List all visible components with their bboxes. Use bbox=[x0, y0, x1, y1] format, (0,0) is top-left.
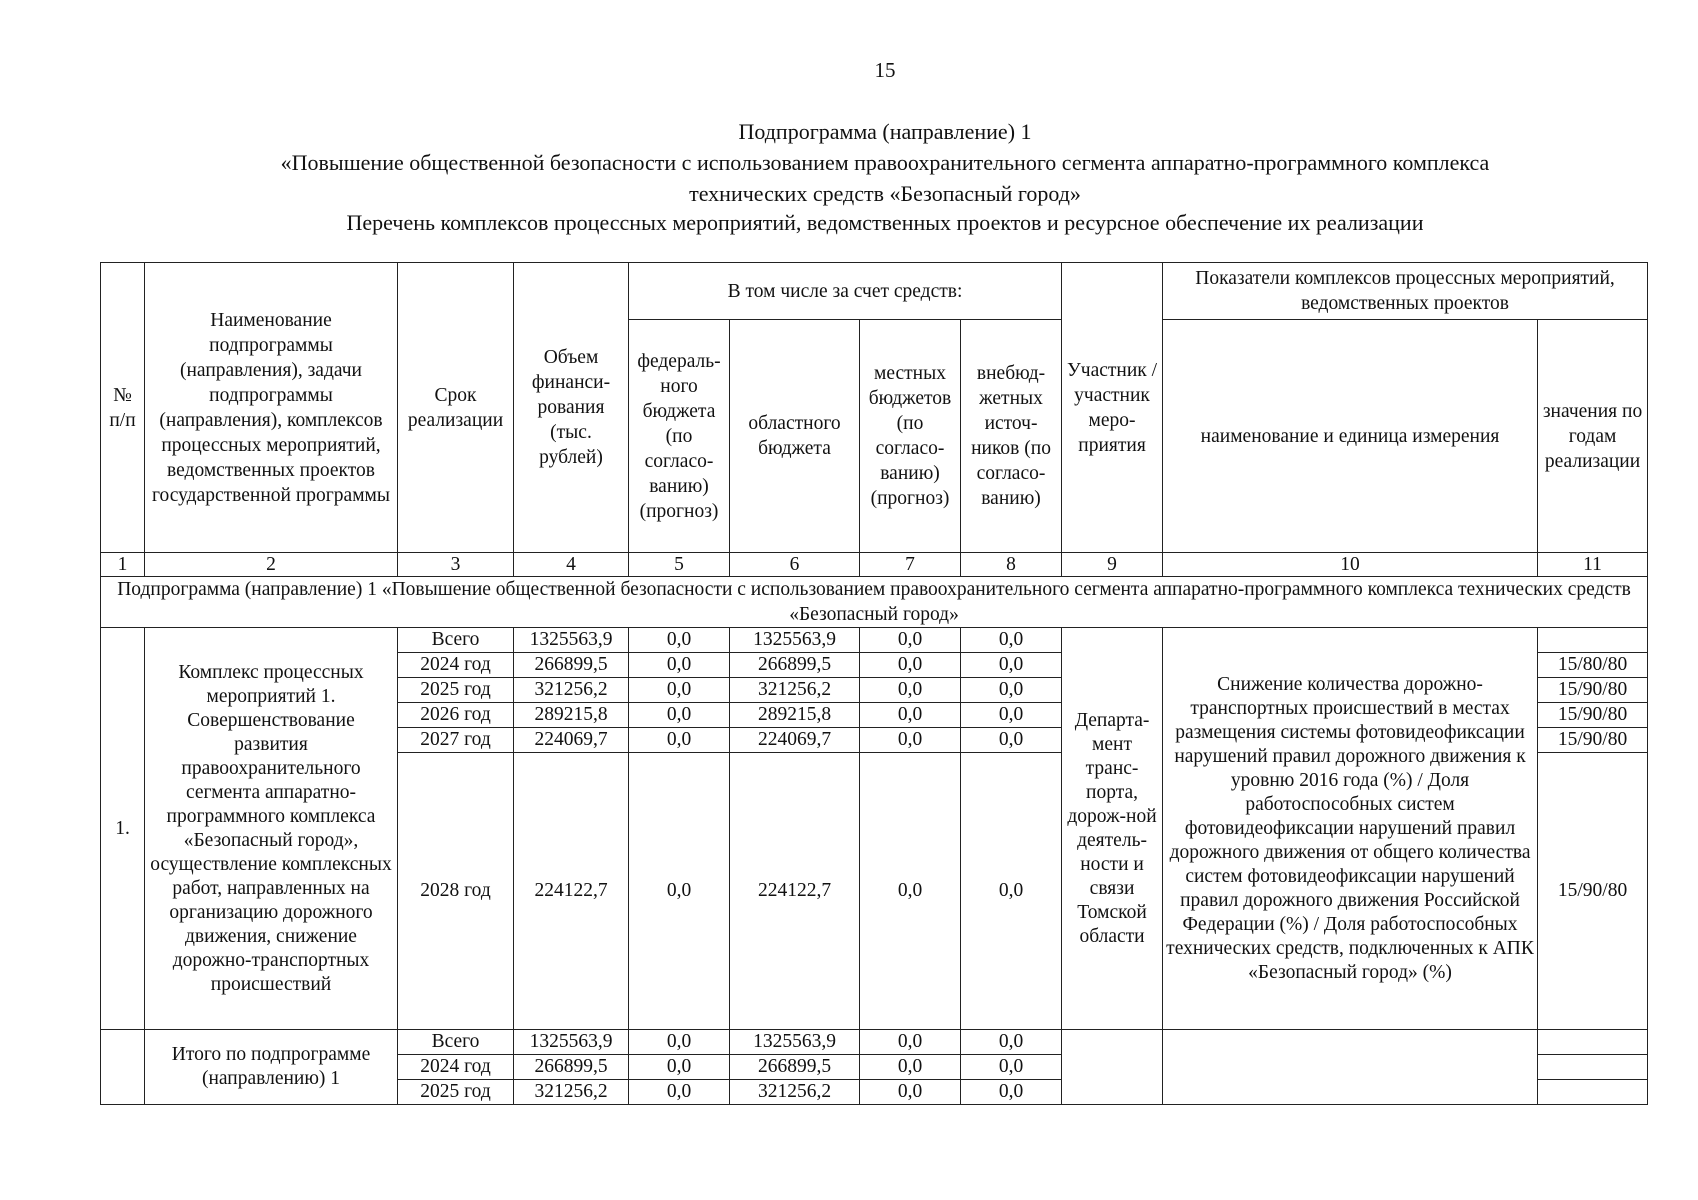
offbudget-cell: 0,0 bbox=[961, 703, 1062, 728]
indicator-value-cell: 15/90/80 bbox=[1538, 703, 1648, 728]
local-cell: 0,0 bbox=[860, 653, 961, 678]
regional-cell: 321256,2 bbox=[730, 678, 860, 703]
col-number: 1 bbox=[101, 553, 145, 577]
indicator-value-cell bbox=[1538, 628, 1648, 653]
term-cell: Всего bbox=[398, 628, 514, 653]
col-number: 7 bbox=[860, 553, 961, 577]
header-name: Наименование подпрограммы (направления), задачи подпрограммы (направления), комплексов процессных мероприятий, ведомственных проектов государственной программы bbox=[145, 263, 398, 553]
offbudget-cell: 0,0 bbox=[961, 728, 1062, 753]
col-number: 11 bbox=[1538, 553, 1648, 577]
total-indicator-value bbox=[1538, 1030, 1648, 1055]
regional-cell: 1325563,9 bbox=[730, 628, 860, 653]
header-regional: областного бюджета bbox=[730, 320, 860, 553]
col-number: 4 bbox=[514, 553, 629, 577]
header-offbudget: внебюд-жетных источ-ников (по согласо-ванию) bbox=[961, 320, 1062, 553]
header-local: местных бюджетов (по согласо-ванию) (прогноз) bbox=[860, 320, 961, 553]
federal-cell: 0,0 bbox=[629, 678, 730, 703]
federal-cell: 0,0 bbox=[629, 753, 730, 1030]
total-name: Итого по подпрограмме (направлению) 1 bbox=[145, 1030, 398, 1105]
row-number: 1. bbox=[101, 628, 145, 1030]
offbudget-cell: 0,0 bbox=[961, 1080, 1062, 1105]
col-number: 3 bbox=[398, 553, 514, 577]
complex-name: Комплекс процессных мероприятий 1. Совершенствование развития правоохранительного сегмента аппаратно-программного комплекса «Безопасный город», осуществление комплексных работ, направленных на организацию дорожного движения, снижение дорожно-транспортных происшествий bbox=[145, 628, 398, 1030]
term-cell: 2025 год bbox=[398, 1080, 514, 1105]
volume-cell: 289215,8 bbox=[514, 703, 629, 728]
indicator-name-cell: Снижение количества дорожно-транспортных происшествий в местах размещения системы фотовидеофиксации нарушений правил дорожного движения к уровню 2016 года (%) / Доля работоспособных систем фотовидеофиксации нарушений правил дорожного движения от общего количества систем фотовидеофиксации нарушений правил дорожного движения Российской Федерации (%) / Доля работоспособных технических средств, подключенных к АПК «Безопасный город» (%) bbox=[1163, 628, 1538, 1030]
header-num: № п/п bbox=[101, 263, 145, 553]
local-cell: 0,0 bbox=[860, 628, 961, 653]
term-cell: 2024 год bbox=[398, 1055, 514, 1080]
term-cell: 2026 год bbox=[398, 703, 514, 728]
volume-cell: 224069,7 bbox=[514, 728, 629, 753]
offbudget-cell: 0,0 bbox=[961, 678, 1062, 703]
local-cell: 0,0 bbox=[860, 703, 961, 728]
col-number: 6 bbox=[730, 553, 860, 577]
col-number: 9 bbox=[1062, 553, 1163, 577]
federal-cell: 0,0 bbox=[629, 1055, 730, 1080]
subprogram-title-cell: Подпрограмма (направление) 1 «Повышение общественной безопасности с использованием правоохранительного сегмента аппаратно-программного комплекса технических средств «Безопасный город» bbox=[101, 577, 1648, 628]
table-row bbox=[101, 628, 1648, 653]
local-cell: 0,0 bbox=[860, 678, 961, 703]
offbudget-cell: 0,0 bbox=[961, 653, 1062, 678]
subprogram-row bbox=[101, 577, 1648, 628]
total-participant bbox=[1062, 1030, 1163, 1105]
total-indicator-name bbox=[1163, 1030, 1538, 1105]
term-cell: 2024 год bbox=[398, 653, 514, 678]
regional-cell: 289215,8 bbox=[730, 703, 860, 728]
total-indicator-value bbox=[1538, 1055, 1648, 1080]
federal-cell: 0,0 bbox=[629, 653, 730, 678]
subprogram-title-line-1: «Повышение общественной безопасности с использованием правоохранительного сегмента аппаратно-программного комплекса bbox=[280, 150, 1490, 175]
header-indicator-values: значения по годам реализации bbox=[1538, 320, 1648, 553]
volume-cell: 321256,2 bbox=[514, 1080, 629, 1105]
indicator-value-cell: 15/90/80 bbox=[1538, 678, 1648, 703]
column-number-row bbox=[101, 553, 1648, 577]
local-cell: 0,0 bbox=[860, 1080, 961, 1105]
header-volume: Объем финанси-рования (тыс. рублей) bbox=[514, 263, 629, 553]
resource-table bbox=[100, 262, 1648, 1105]
list-heading: Перечень комплексов процессных мероприятий, ведомственных проектов и ресурсное обеспечение их реализации bbox=[346, 210, 1424, 235]
header-including: В том числе за счет средств: bbox=[629, 263, 1062, 320]
offbudget-cell: 0,0 bbox=[961, 628, 1062, 653]
header-term: Срок реализации bbox=[398, 263, 514, 553]
term-cell: 2025 год bbox=[398, 678, 514, 703]
volume-cell: 224122,7 bbox=[514, 753, 629, 1030]
indicator-value-cell: 15/90/80 bbox=[1538, 753, 1648, 1030]
offbudget-cell: 0,0 bbox=[961, 1055, 1062, 1080]
participant-cell: Департа-мент транс-порта, дорож-ной деятель-ности и связи Томской области bbox=[1062, 628, 1163, 1030]
volume-cell: 266899,5 bbox=[514, 1055, 629, 1080]
indicator-value-cell: 15/80/80 bbox=[1538, 653, 1648, 678]
regional-cell: 1325563,9 bbox=[730, 1030, 860, 1055]
local-cell: 0,0 bbox=[860, 753, 961, 1030]
header-indicators: Показатели комплексов процессных мероприятий, ведомственных проектов bbox=[1163, 263, 1648, 320]
federal-cell: 0,0 bbox=[629, 1030, 730, 1055]
offbudget-cell: 0,0 bbox=[961, 753, 1062, 1030]
term-cell: Всего bbox=[398, 1030, 514, 1055]
total-indicator-value bbox=[1538, 1080, 1648, 1105]
regional-cell: 266899,5 bbox=[730, 1055, 860, 1080]
local-cell: 0,0 bbox=[860, 1030, 961, 1055]
total-row bbox=[101, 1030, 1648, 1055]
regional-cell: 321256,2 bbox=[730, 1080, 860, 1105]
header-row-1 bbox=[101, 263, 1648, 320]
term-cell: 2027 год bbox=[398, 728, 514, 753]
volume-cell: 321256,2 bbox=[514, 678, 629, 703]
federal-cell: 0,0 bbox=[629, 1080, 730, 1105]
term-cell: 2028 год bbox=[398, 753, 514, 1030]
header-participant: Участник /участник меро-приятия bbox=[1062, 263, 1163, 553]
header-indicator-name: наименование и единица измерения bbox=[1163, 320, 1538, 553]
offbudget-cell: 0,0 bbox=[961, 1030, 1062, 1055]
header-federal: федераль-ного бюджета (по согласо-ванию) (прогноз) bbox=[629, 320, 730, 553]
subprogram-heading: Подпрограмма (направление) 1 bbox=[738, 119, 1032, 144]
total-number bbox=[101, 1030, 145, 1105]
federal-cell: 0,0 bbox=[629, 703, 730, 728]
regional-cell: 224122,7 bbox=[730, 753, 860, 1030]
subprogram-title-line-2: технических средств «Безопасный город» bbox=[689, 181, 1081, 206]
volume-cell: 1325563,9 bbox=[514, 628, 629, 653]
federal-cell: 0,0 bbox=[629, 628, 730, 653]
volume-cell: 266899,5 bbox=[514, 653, 629, 678]
regional-cell: 266899,5 bbox=[730, 653, 860, 678]
federal-cell: 0,0 bbox=[629, 728, 730, 753]
volume-cell: 1325563,9 bbox=[514, 1030, 629, 1055]
col-number: 8 bbox=[961, 553, 1062, 577]
page-number: 15 bbox=[874, 58, 896, 82]
col-number: 10 bbox=[1163, 553, 1538, 577]
col-number: 5 bbox=[629, 553, 730, 577]
local-cell: 0,0 bbox=[860, 728, 961, 753]
col-number: 2 bbox=[145, 553, 398, 577]
local-cell: 0,0 bbox=[860, 1055, 961, 1080]
indicator-value-cell: 15/90/80 bbox=[1538, 728, 1648, 753]
regional-cell: 224069,7 bbox=[730, 728, 860, 753]
